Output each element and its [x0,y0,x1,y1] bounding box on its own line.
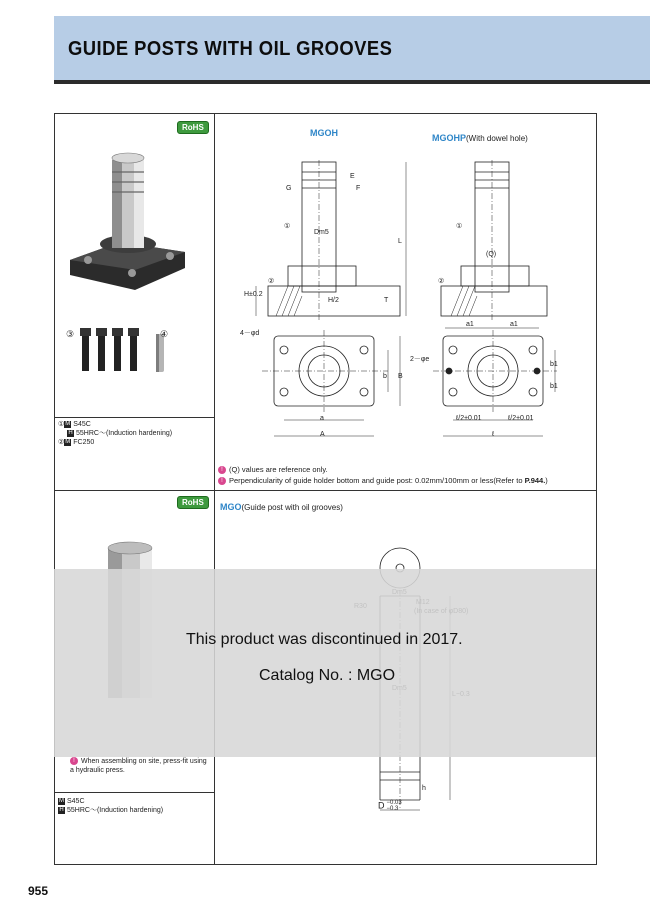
material-row: M S45C [59,797,85,805]
dim-mgohp-ell-right: ℓ/2±0.01 [508,415,534,422]
dim-mgoh-H2: H/2 [328,297,339,304]
dim-mgoh-G: G [286,185,292,192]
discontinued-overlay [54,569,596,757]
assembly-note: ! When assembling on site, press-fit using a hydraulic press. [70,758,207,774]
material-row: H 55HRC～(Induction hardening) [68,429,173,437]
material-divider-bottom [54,792,214,793]
section-divider [54,490,597,491]
material-row: H 55HRC～(Induction hardening) [59,806,164,814]
model-mgoh-label: MGOH [310,128,338,138]
dim-mgoh-H: H±0.2 [244,291,263,298]
rohs-badge-bottom: RoHS [177,496,209,509]
dim-mgohp-a1-right: a1 [510,321,518,328]
drawing-mgohp [405,140,595,450]
dim-mgoh-Dm5: Dm5 [314,229,329,236]
note-q-reference: ! (Q) values are reference only. [218,464,548,475]
page-reference-link[interactable]: P.944. [524,476,546,485]
material-row: ②M FC250 [58,438,95,446]
callout-4: ④ [160,329,169,339]
callout-1-mgoh: ① [284,223,291,230]
callout-3: ③ [66,329,75,339]
dim-mgohp-Q: (Q) [486,251,497,258]
note-icon: ! [70,757,78,765]
note-icon: ! [218,477,226,485]
callout-1-mgohp: ① [456,223,463,230]
dim-mgohp-hole-e: 2－φe [410,356,430,363]
page-number: 955 [28,884,49,898]
dim-mgohp-b1-top: b1 [550,361,558,368]
materials-top [58,420,172,447]
dim-mgo-h: h [422,785,426,792]
dim-mgohp-ell-left: ℓ/2±0.01 [456,415,482,422]
dim-mgohp-a1-left: a1 [466,321,474,328]
dim-mgo-D: D −0.03 −0.3 [378,800,402,812]
dim-mgoh-L: L [398,238,402,245]
dim-mgohp-ell: ℓ [492,431,495,438]
model-mgohp-label: MGOHP(With dowel hole) [432,133,528,143]
dim-mgoh-A: A [320,431,325,438]
dim-mgoh-hole-d: 4－φd [240,330,260,337]
notes-top [218,464,548,486]
rohs-badge-top: RoHS [177,121,209,134]
dim-mgoh-T: T [384,297,389,304]
header-underline [54,80,650,84]
dim-mgoh-E: E [350,173,355,180]
callout-2-mgoh: ② [268,278,275,285]
material-divider-top [54,417,214,418]
note-icon: ! [218,466,226,474]
page-title: GUIDE POSTS WITH OIL GROOVES [68,38,393,60]
dim-mgoh-b: b [383,373,387,380]
dim-mgoh-F: F [356,185,361,192]
material-row: ①M S45C [58,420,91,428]
materials-bottom [58,797,163,815]
catalog-number: Catalog No. : MGO [259,667,396,684]
callout-2-mgohp: ② [438,278,445,285]
discontinued-notice: This product was discontinued in 2017. [186,631,463,648]
dim-mgoh-B: B [398,373,403,380]
note-perpendicularity: ! Perpendicularity of guide holder bottom and guide post: 0.02mm/100mm or less(Refer to P.944.) [218,475,548,486]
model-mgo-label: MGO(Guide post with oil grooves) [220,502,343,512]
dim-mgohp-b1-bottom: b1 [550,383,558,390]
product-photo-mgoh [60,140,210,410]
dim-mgoh-a: a [320,415,324,422]
